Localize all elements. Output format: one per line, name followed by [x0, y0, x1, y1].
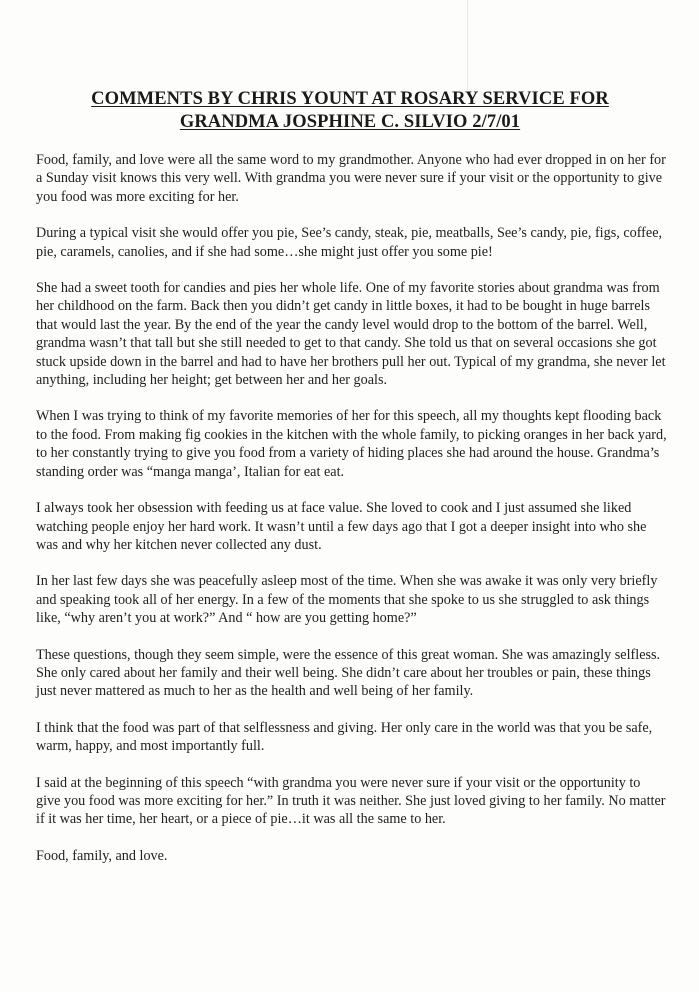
title-line-1: COMMENTS BY CHRIS YOUNT AT ROSARY SERVICE FOR	[91, 89, 609, 109]
title-line-2: GRANDMA JOSPHINE C. SILVIO 2/7/01	[179, 112, 521, 132]
scan-fold-line	[467, 0, 468, 90]
paragraph-5: I always took her obsession with feeding us at face value. She loved to cook and I just assumed she liked watching people enjoy her hard work. It wasn’t until a few days ago that I got a deeper insight into who she was and why her kitchen never collected any dust.	[36, 500, 647, 553]
paragraph-7: These questions, though they seem simple, were the essence of this great woman. She was amazingly selfless. She only cared about her family and their well being. She didn’t care about her troubles or pain, these things just never mattered as much to her as the health and well being of her family.	[36, 646, 661, 700]
paragraph-2: During a typical visit she would offer you pie, See’s candy, steak, pie, meatballs, See’s candy, pie, figs, coffee, pie, caramels, canolies, and if she had some…she might just offer you some pie!	[36, 225, 663, 260]
paragraph-6: In her last few days she was peacefully asleep most of the time. When she was awake it was only very briefly and speaking took all of her energy. In a few of the moments that she spoke to us she struggled to ask things like, “why aren’t you at work?” And “ how are you getting home?”	[36, 573, 658, 627]
paragraph-1: Food, family, and love were all the same word to my grandmother. Anyone who had ever dropped in on her for a Sunday visit knows this very well. With grandma you were never sure if your visit or the opportunity to give you food was more exciting for her.	[36, 152, 666, 205]
paragraph-4: When I was trying to think of my favorite memories of her for this speech, all my thoughts kept flooding back to the food. From making fig cookies in the kitchen with the whole family, to picking oranges in her back yard, to her constantly trying to give you food from a variety of hiding places she had around the house. Grandma’s standing order was “manga manga’, Italian for eat eat.	[36, 408, 667, 480]
document-body	[36, 151, 668, 883]
paragraph-9: I said at the beginning of this speech “with grandma you were never sure if your visit or the opportunity to give you food was more exciting for her.” In truth it was neither. She just loved giving to her family. No matter if it was her time, her heart, or a piece of pie…it was all the same to her.	[36, 774, 666, 828]
paragraph-10: Food, family, and love.	[36, 847, 168, 864]
document-title	[30, 88, 670, 134]
paragraph-3: She had a sweet tooth for candies and pies her whole life. One of my favorite stories about grandma was from her childhood on the farm. Back then you didn’t get candy in little boxes, it had to be bought in huge barrels that would last the year. By the end of the year the candy level would drop to the bottom of the barrel. Well, grandma wasn’t that tall but she still needed to get to that candy. She told us that on several occasions she got stuck upside down in the barrel and had to have her brothers pull her out. Typical of my grandma, she never let anything, including her height; get between her and her goals.	[36, 280, 666, 389]
paragraph-8: I think that the food was part of that selflessness and giving. Her only care in the world was that you be safe, warm, happy, and most importantly full.	[36, 719, 653, 755]
